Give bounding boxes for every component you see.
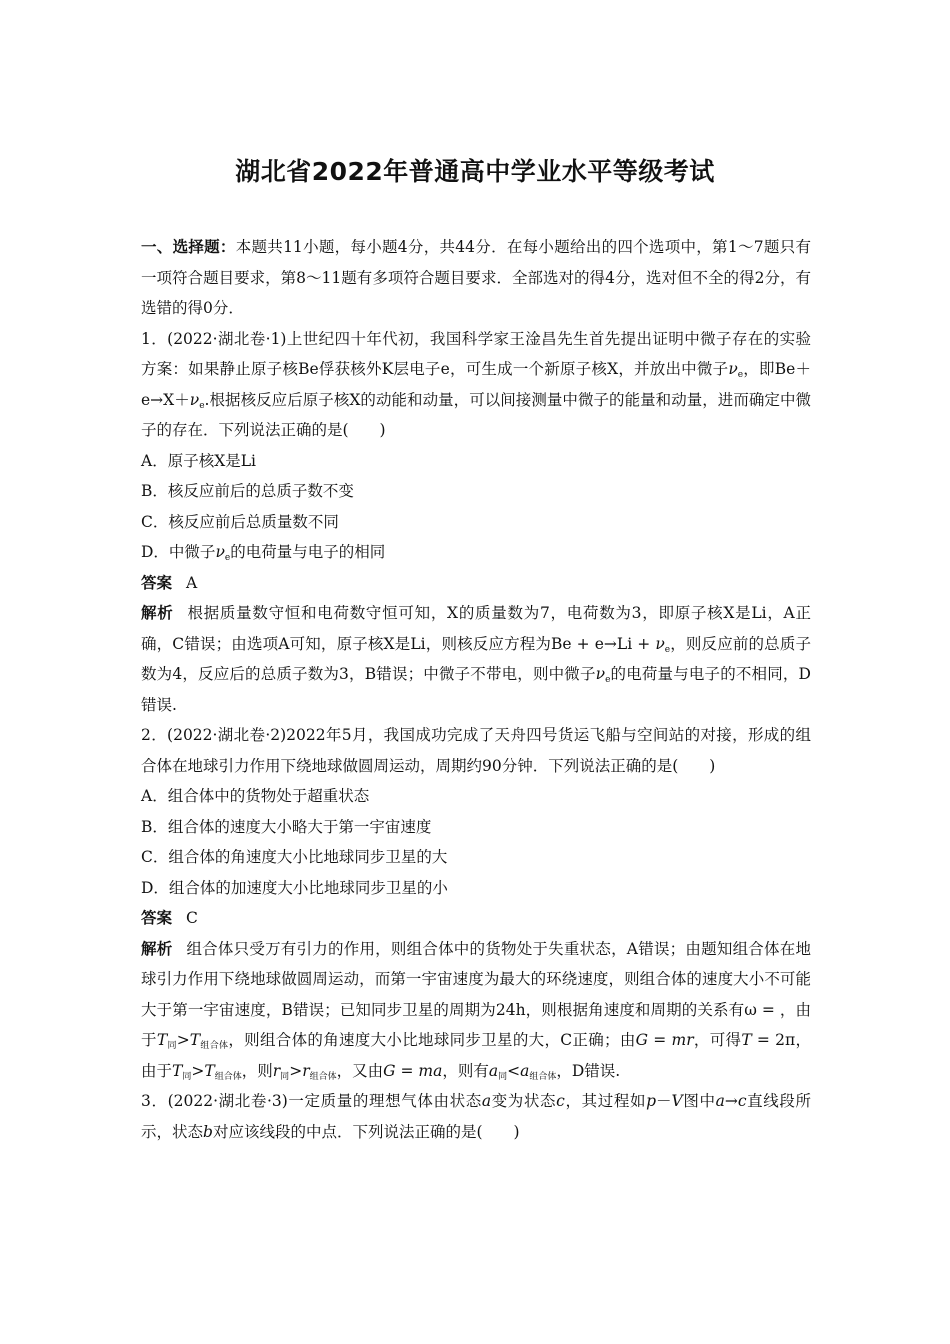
q2-analysis-text-3: ，则组合体的角速度大小比地球同步卫星的大，C正确；由 — [228, 1031, 636, 1049]
q3-text-4: － — [656, 1092, 672, 1110]
q2-sub-zuhe: 组合体 — [309, 1071, 337, 1082]
q2-period-symbol: T — [156, 1031, 168, 1049]
q2-sub-zuhe: 组合体 — [529, 1071, 557, 1082]
q1-nu-symbol: ν — [655, 634, 665, 653]
q2-omega-symbol: ω — [744, 1000, 757, 1019]
q2-analysis-text-1: 组合体只受万有引力的作用，则组合体中的货物处于失重状态，A错误；由题知组合体在地球引力作用下绕地球做圆周运动，而第一宇宙速度为最大的环绕速度，则组合体的速度大小不可能大于第一宇宙速度，B错误；已知同步卫星的周期为24h，则根据角速度和周期的关系有 — [141, 939, 811, 1019]
q2-period-symbol: T — [189, 1031, 201, 1049]
q2-period-symbol: T — [204, 1061, 215, 1080]
q3-state-a: a — [715, 1092, 725, 1110]
section-label: 一、选择题： — [141, 238, 236, 256]
q1-analysis-text-1: 根据质量数守恒和电荷数守恒可知，X的质量数为7，电荷数为3，即原子核X是Li，A正确，C错误；由选项A可知，原子核X是Li，则核反应方程为Be + e→Li + — [141, 604, 811, 653]
q3-text-3: ，其过程如 — [564, 1092, 647, 1110]
q1-nu-subscript: e — [737, 370, 744, 380]
q2-lt: < — [507, 1061, 521, 1080]
question-2-stem: 2．(2022·湖北卷·2)2022年5月，我国成功完成了天舟四号货运飞船与空间站的对接，形成的组合体在地球引力作用下绕地球做圆周运动，周期约90分钟．下列说法正确的是( ) — [141, 726, 811, 775]
q1-stem-text-3: .根据核反应后原子核X的动能和动量，可以间接测量中微子的能量和动量，进而确定中微子的存在．下列说法正确的是( ) — [141, 390, 811, 439]
q2-option-d: D．组合体的加速度大小比地球同步卫星的小 — [141, 878, 448, 897]
q3-state-c: c — [737, 1092, 747, 1110]
q2-g-symbol: G — [635, 1031, 649, 1049]
q3-state-a: a — [481, 1092, 492, 1110]
q2-analysis-text-5: = 2π，由于 — [141, 1031, 811, 1080]
q2-equals: = — [395, 1061, 419, 1080]
q3-text-7: 对应该线段的中点．下列说法正确的是( ) — [212, 1122, 520, 1141]
q1-nu-subscript: e — [664, 644, 671, 655]
q1-nu-subscript: e — [605, 675, 611, 685]
q3-text-5: 图中 — [682, 1092, 716, 1110]
q2-analysis — [141, 934, 811, 1087]
q1-option-b: B．核反应前后的总质子数不变 — [141, 482, 354, 500]
section-intro — [141, 232, 811, 324]
q1-nu-symbol: ν — [728, 360, 738, 378]
q2-answer-value: C — [186, 909, 198, 927]
q2-analysis-text-6: ，则 — [241, 1061, 273, 1080]
q2-a-symbol: a — [520, 1061, 530, 1080]
q3-v-symbol: V — [671, 1092, 683, 1110]
answer-label: 答案 — [141, 573, 173, 592]
q1-nu-symbol: ν — [189, 390, 200, 409]
section-text: 本题共11小题，每小题4分，共44分．在每小题给出的四个选项中，第1～7题只有一项符合题目要求，第8～11题有多项符合题目要求．全部选对的得4分，选对但不全的得2分，有选错的得0分． — [141, 238, 811, 317]
q2-sub-tong: 同 — [182, 1071, 192, 1082]
q1-option-d — [141, 537, 811, 568]
q1-option-d-text-1: D．中微子 — [141, 543, 216, 561]
q2-equals: = — [648, 1031, 672, 1049]
q2-analysis-text-2: = ，由于 — [141, 1000, 811, 1049]
q2-sub-zuhe: 组合体 — [214, 1071, 242, 1082]
q2-sub-zuhe: 组合体 — [200, 1041, 229, 1051]
question-3-stem — [141, 1086, 811, 1147]
q2-gt: > — [289, 1061, 303, 1080]
q1-analysis-text-3: 的电荷量与电子的不相同，D错误. — [141, 665, 811, 714]
q2-g-symbol: G — [383, 1061, 396, 1080]
analysis-label: 解析 — [141, 939, 173, 958]
q1-stem-text-2: ，即Be＋e→X＋ — [141, 360, 811, 409]
q1-analysis-text-2: ，则反应前的总质子数为4，反应后的总质子数为3，B错误；中微子不带电，则中微子 — [141, 634, 811, 683]
q3-text-6: 直线段所示，状态 — [141, 1092, 811, 1141]
q1-option-d-text-2: 的电荷量与电子的相同 — [230, 543, 386, 561]
q2-a-symbol: a — [488, 1061, 499, 1080]
q1-option-c: C．核反应前后总质量数不同 — [141, 512, 339, 531]
q1-option-a: A．原子核X是Li — [141, 451, 256, 470]
q1-stem-text-1: 1．(2022·湖北卷·1)上世纪四十年代初，我国科学家王淦昌先生首先提出证明中微子存在的实验方案：如果静止原子核Be俘获核外K层电子e，可生成一个新原子核X，并放出中微子 — [141, 329, 811, 378]
document-body — [141, 232, 811, 1147]
answer-label: 答案 — [141, 909, 173, 927]
q2-ma-symbol: ma — [418, 1061, 443, 1080]
q2-sub-tong: 同 — [498, 1071, 508, 1082]
q2-r-symbol: r — [302, 1061, 310, 1080]
q3-text-2: 变为状态 — [491, 1092, 557, 1110]
q3-p-symbol: p — [646, 1092, 656, 1110]
q2-sub-tong: 同 — [280, 1071, 290, 1082]
q2-option-b: B．组合体的速度大小略大于第一宇宙速度 — [141, 817, 432, 836]
q1-nu-subscript: e — [224, 553, 231, 563]
q1-nu-subscript: e — [199, 400, 205, 411]
q3-state-c: c — [556, 1092, 565, 1110]
analysis-label: 解析 — [141, 604, 174, 622]
q3-arrow: → — [724, 1092, 738, 1110]
q2-sub-tong: 同 — [167, 1041, 177, 1051]
q2-answer — [141, 903, 811, 934]
q2-option-a: A．组合体中的货物处于超重状态 — [141, 787, 370, 805]
q2-mr-symbol: mr — [671, 1031, 694, 1049]
q2-gt: > — [176, 1031, 190, 1049]
q1-analysis — [141, 598, 811, 720]
q2-analysis-text-8: ，则有 — [442, 1061, 489, 1080]
q2-period-symbol: T — [172, 1061, 183, 1080]
question-1-stem — [141, 324, 811, 446]
q3-text-1: 3．(2022·湖北卷·3)一定质量的理想气体由状态 — [141, 1092, 482, 1110]
q1-answer-value: A — [186, 573, 198, 592]
q3-state-b: b — [203, 1122, 213, 1141]
q2-analysis-text-7: ，又由 — [336, 1061, 384, 1080]
q2-analysis-text-9: ，D错误. — [556, 1061, 621, 1080]
q2-r-symbol: r — [272, 1061, 281, 1080]
q2-period-symbol: T — [741, 1031, 752, 1049]
q2-gt: > — [191, 1061, 205, 1080]
page-title: 湖北省2022年普通高中学业水平等级考试 — [235, 157, 715, 186]
q1-answer — [141, 568, 811, 599]
q1-nu-symbol: ν — [215, 543, 225, 561]
q1-nu-symbol: ν — [595, 665, 606, 683]
q2-analysis-text-4: ，可得 — [693, 1031, 742, 1049]
q2-option-c: C．组合体的角速度大小比地球同步卫星的大 — [141, 848, 448, 866]
